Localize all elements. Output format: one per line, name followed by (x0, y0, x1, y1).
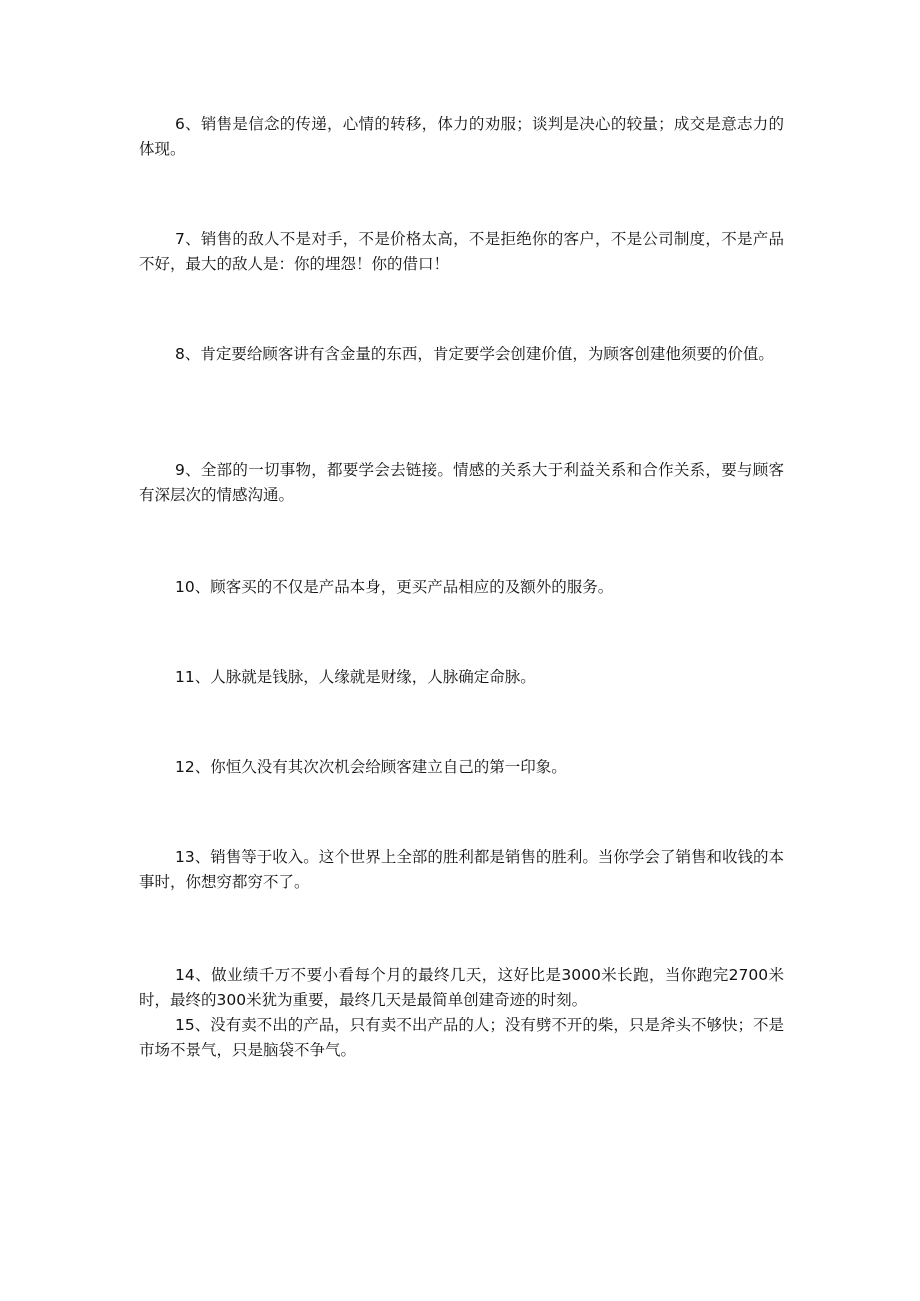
paragraph-9: 9、全部的一切事物，都要学会去链接。情感的关系大于利益关系和合作关系，要与顾客有深层次的情感沟通。 (139, 461, 784, 504)
paragraph-6: 6、销售是信念的传递，心情的转移，体力的劝服；谈判是决心的较量；成交是意志力的体现。 (139, 115, 784, 158)
paragraph-8: 8、肯定要给顾客讲有含金量的东西，肯定要学会创建价值，为顾客创建他须要的价值。 (175, 345, 774, 363)
paragraph-12: 12、你恒久没有其次次机会给顾客建立自己的第一印象。 (175, 758, 567, 776)
paragraph-11: 11、人脉就是钱脉，人缘就是财缘，人脉确定命脉。 (175, 668, 536, 686)
paragraph-13: 13、销售等于收入。这个世界上全部的胜利都是销售的胜利。当你学会了销售和收钱的本事时，你想穷都穷不了。 (139, 848, 784, 891)
paragraph-14: 14、做业绩千万不要小看每个月的最终几天，这好比是3000米长跑，当你跑完2700米时，最终的300米犹为重要，最终几天是最简单创建奇迹的时刻。 (139, 966, 784, 1009)
paragraph-10: 10、顾客买的不仅是产品本身，更买产品相应的及额外的服务。 (175, 578, 614, 596)
paragraph-15: 15、没有卖不出的产品，只有卖不出产品的人；没有劈不开的柴，只是斧头不够快；不是市场不景气，只是脑袋不争气。 (139, 1016, 784, 1059)
paragraph-7: 7、销售的敌人不是对手，不是价格太高，不是拒绝你的客户，不是公司制度，不是产品不好，最大的敌人是：你的埋怨！你的借口！ (139, 230, 784, 273)
